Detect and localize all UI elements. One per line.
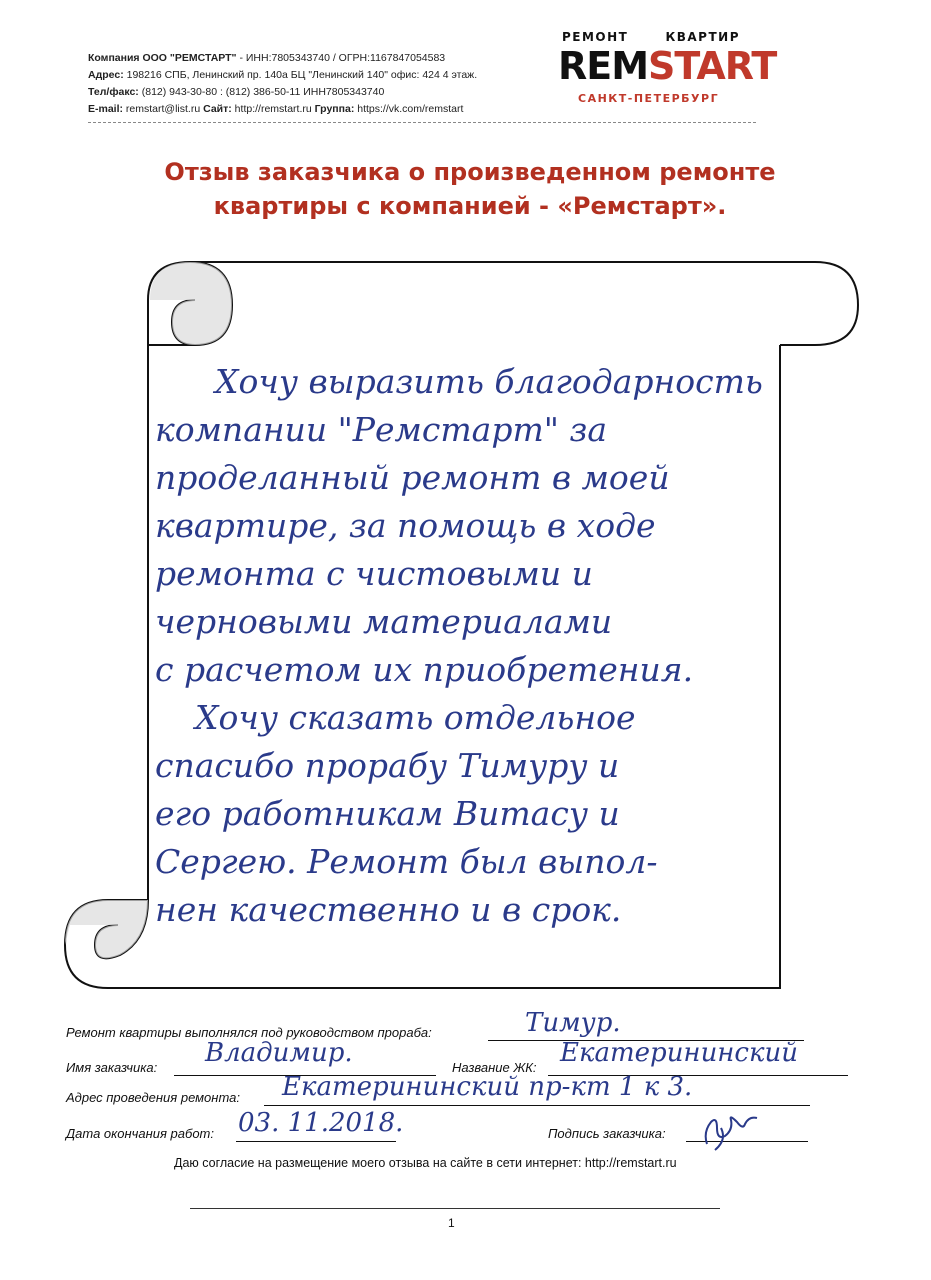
logo-tagline-left: РЕМОНТ: [562, 30, 629, 44]
review-line: спасибо прорабу Тимуру и: [155, 746, 620, 785]
foreman-label: Ремонт квартиры выполнялся под руководством прораба:: [66, 1025, 432, 1040]
review-line: с расчетом их приобретения.: [155, 650, 694, 689]
review-line: черновыми материалами: [155, 602, 613, 641]
group-label: Группа:: [314, 103, 355, 115]
site-label: Сайт:: [203, 103, 232, 115]
logo-tagline-right: КВАРТИР: [665, 30, 740, 44]
review-line: квартире, за помощь в ходе: [155, 506, 656, 545]
review-line: Сергею. Ремонт был выпол-: [155, 842, 658, 881]
review-line: его работникам Витасу и: [155, 794, 620, 833]
site-value: http://remstart.ru: [231, 103, 315, 115]
foreman-value: Тимур.: [525, 1008, 621, 1038]
complex-label: Название ЖК:: [452, 1060, 537, 1075]
logo-city: САНКТ-ПЕТЕРБУРГ: [578, 92, 720, 105]
repair-address-value: Екатерининский пр-кт 1 к 3.: [282, 1072, 693, 1102]
logo-wordmark-rem: REM: [558, 44, 649, 88]
completion-date-value: 03. 11.2018.: [238, 1108, 404, 1138]
repair-address-underline: [264, 1105, 810, 1106]
phone-label: Тел/факс:: [88, 86, 139, 98]
review-line: проделанный ремонт в моей: [155, 458, 670, 497]
review-line: ремонта с чистовыми и: [155, 554, 593, 593]
company-name: Компания ООО "РЕМСТАРТ": [88, 52, 237, 64]
title-line-1: Отзыв заказчика о произведенном ремонте: [164, 158, 776, 186]
customer-signature: [695, 1110, 765, 1154]
completion-date-underline: [236, 1141, 396, 1142]
review-line: Хочу сказать отдельное: [195, 698, 636, 737]
signature-label: Подпись заказчика:: [548, 1126, 666, 1141]
email-label: E-mail:: [88, 103, 124, 115]
footer-divider: [190, 1208, 720, 1209]
logo-wordmark-start: START: [648, 44, 777, 88]
repair-address-label: Адрес проведения ремонта:: [66, 1090, 240, 1105]
review-line: компании "Ремстарт" за: [155, 410, 608, 449]
company-ids: - ИНН:7805343740 / ОГРН:1167847054583: [236, 52, 446, 64]
phone-value: (812) 943-30-80 : (812) 386-50-11 ИНН7805343740: [138, 86, 385, 98]
page-number: 1: [448, 1216, 455, 1230]
email-value: remstart@list.ru: [123, 103, 204, 115]
customer-name-label: Имя заказчика:: [66, 1060, 158, 1075]
complex-value: Екатерининский: [560, 1038, 799, 1068]
address-value: 198216 СПБ, Ленинский пр. 140а БЦ "Ленинский 140" офис: 424 4 этаж.: [123, 69, 478, 81]
review-line: нен качественно и в срок.: [155, 890, 622, 929]
title-line-2: квартиры с компанией - «Ремстарт».: [213, 192, 727, 220]
group-value: https://vk.com/remstart: [354, 103, 464, 115]
review-text: [155, 358, 835, 934]
address-label: Адрес:: [88, 69, 124, 81]
review-line: Хочу выразить благодарность: [215, 362, 763, 401]
customer-name-value: Владимир.: [205, 1038, 353, 1068]
consent-text: Даю согласие на размещение моего отзыва на сайте в сети интернет: http://remstart.ru: [174, 1156, 677, 1170]
completion-date-label: Дата окончания работ:: [66, 1126, 215, 1141]
